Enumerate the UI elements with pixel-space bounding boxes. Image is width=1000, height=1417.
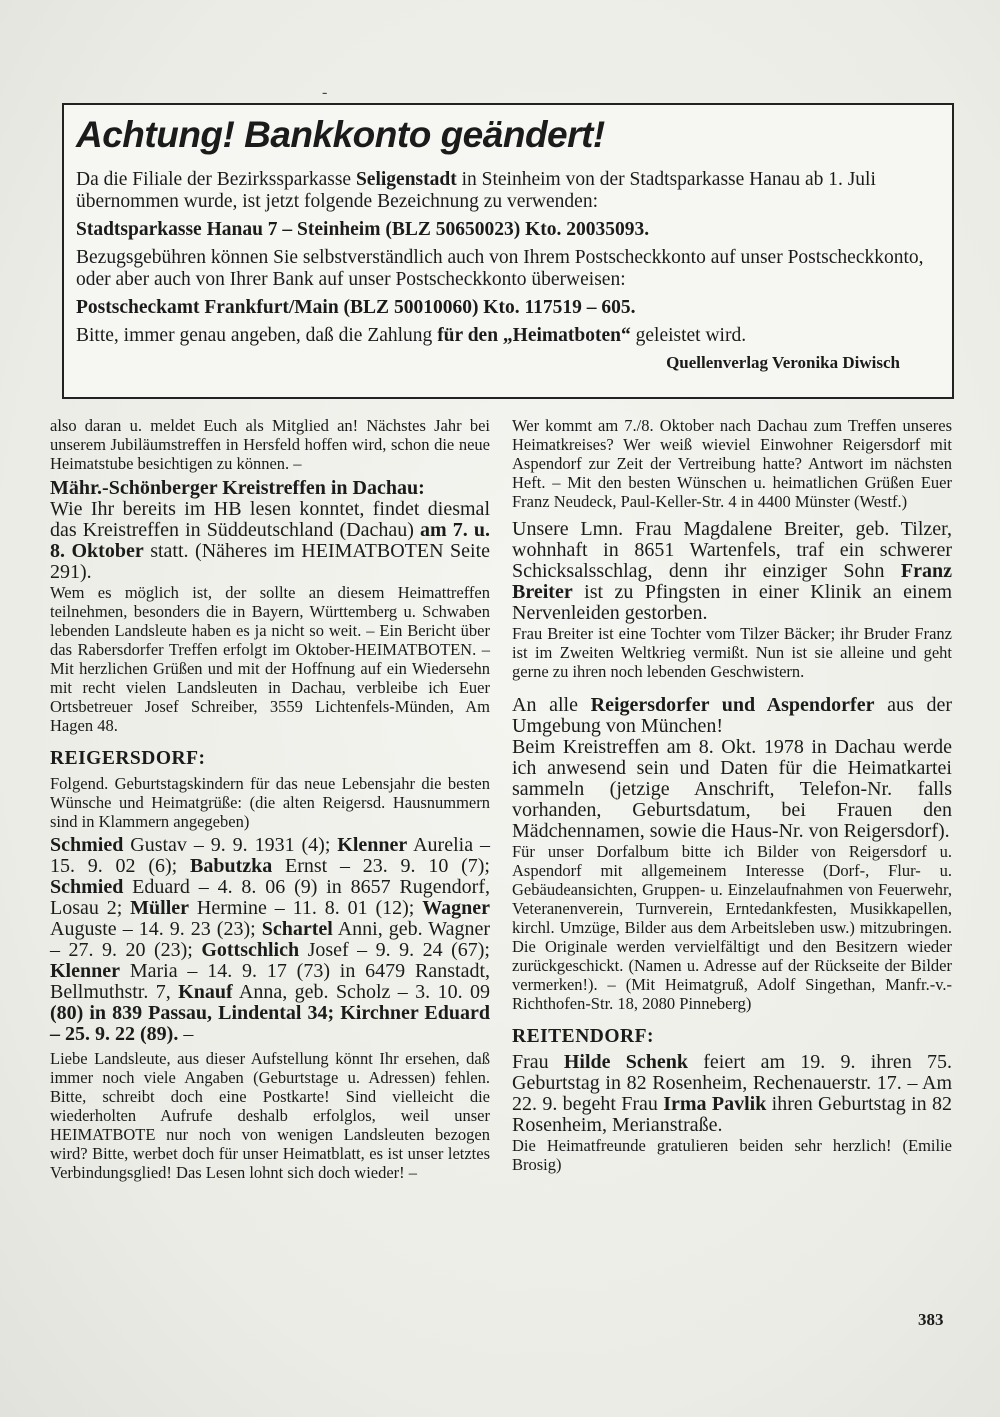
birthday-list: Schmied Gustav – 9. 9. 1931 (4); Klenner Aurelia – 15. 9. 02 (6); Babutzka Ernst – 23. 9. 10 (7); Schmied Eduard – 4. 8. 06 (9) in 8657 Rugendorf, Losau 2; Müller Hermine – 11. 8. 01 (12); Wagner Auguste – 14. 9. 23 (23); Schartel Anni, geb. Wagner – 27. 9. 20 (23); Gottschlich Josef – 9. 9. 24 (67); Klenner Maria – 14. 9. 17 (73) in 6479 Ranstadt, Bellmuthstr. 7, Knauf Anna, geb. Scholz – 3. 10. 09 (80) in 839 Passau, Lindental 34; Kirchner Eduard – 25. 9. 22 (89). – xyxy=(50,834,490,1045)
notice-paragraph-3: Bitte, immer genau angeben, daß die Zahlung für den „Heimatboten“ geleistet wird. xyxy=(76,325,747,346)
notice-paragraph-2: Bezugsgebühren können Sie selbstverständlich auch von Ihrem Postscheckkonto auf unser Postscheckkonto, oder aber auch von Ihrer Bank auf unser Postscheckkonto überweisen: xyxy=(76,247,924,290)
reitendorf-greeting: Die Heimatfreunde gratulieren beiden sehr herzlich! (Emilie Brosig) xyxy=(512,1136,952,1174)
birthday-intro: Folgend. Geburtstagskindern für das neue Lebensjahr die besten Wünsche und Heimatgrüße: (die alten Reigersd. Hausnummern sind in Klammern angegeben) xyxy=(50,774,490,831)
notice-paragraph-1: Da die Filiale der Bezirkssparkasse Seligenstadt in Steinheim von der Stadtsparkasse Hanau ab 1. Juli übernommen wurde, ist jetzt folgende Bezeichnung zu verwenden: xyxy=(76,169,876,212)
dorfalbum-request: Für unser Dorfalbum bitte ich Bilder von Reigersdorf u. Aspendorf mit allgemeinem Interesse (Dorf-, Flur- u. Gebäudeansichten, Gruppen- u. Einzelaufnahmen von Feuerwehr, Veteranenverein, Turnverein, Erntedankfesten, Musikkapellen, kirchl. Umzüge, Bilder aus dem Arbeitsleben usw.) mitzubringen. Die Originale werden vervielfältigt und den Besitzern wieder zurückgeschickt. (Namen u. Adresse auf der Rückseite der Bilder vermerken!). – (Mit Heimatgruß, Adolf Singethan, Manfr.-v.-Richthofen-Str. 18, 2080 Pinneberg) xyxy=(512,842,952,1013)
notice-title: Achtung! Bankkonto geändert! xyxy=(76,114,605,155)
reitendorf-heading: REITENDORF: xyxy=(512,1026,655,1047)
appeal-body: Beim Kreistreffen am 8. Okt. 1978 in Dachau werde ich anwesend sein und Daten für die Heimatkartei sammeln (jetzige Anschrift, Telefon-Nr. falls vorhanden, Geburtsdatum, bei Frauen den Mädchennamen, sowie die Haus-Nr. von Reigersdorf). xyxy=(512,736,952,842)
reitendorf-birthdays: Frau Hilde Schenk feiert am 19. 9. ihren 75. Geburtstag in 82 Rosenheim, Rechenauerstr. 17. – Am 22. 9. begeht Frau Irma Pavlik ihren Geburtstag in 82 Rosenheim, Merianstraße. xyxy=(512,1051,952,1136)
notice-signature: Quellenverlag Veronika Diwisch xyxy=(666,353,900,372)
header-mark: - xyxy=(322,84,328,101)
breiter-notice: Unsere Lmn. Frau Magdalene Breiter, geb. Tilzer, wohnhaft in 8651 Wartenfels, traf ein schwerer Schicksalsschlag, denn ihr einziger Sohn Franz Breiter ist zu Pfingsten in einer Klinik an einem Nervenleiden gestorben. xyxy=(512,518,952,624)
left-intro: also daran u. meldet Euch als Mitglied an! Nächstes Jahr bei unserem Jubiläumstreffen in Hersfeld hoffen wird, schon die neue Heimatstube besichtigen zu können. – xyxy=(50,416,490,473)
kreistreffen-heading: Mähr.-Schönberger Kreistreffen in Dachau: xyxy=(50,477,425,499)
page-number: 383 xyxy=(918,1310,944,1329)
appeal-heading: An alle Reigersdorfer und Aspendorfer aus der Umgebung von München! xyxy=(512,694,952,737)
notice-postcheck-line: Postscheckamt Frankfurt/Main (BLZ 50010060) Kto. 117519 – 605. xyxy=(76,297,636,318)
left-column xyxy=(50,416,490,1182)
closing-appeal: Liebe Landsleute, aus dieser Aufstellung könnt Ihr ersehen, daß immer noch viele Angaben (Geburtstage u. Adressen) fehlen. Bitte, schreibt doch eine Postkarte! Sind vielleicht die wiederholten Aufrufe deshalb erfolglos, weil unser HEIMATBOTE nur noch von wenigen Landsleuten bezogen wird? Bitte, werbet doch für unser Heimatblatt, es ist unser letztes Verbindungsglied! Das Lesen lohnt sich doch wieder! – xyxy=(50,1049,490,1182)
right-column xyxy=(512,416,952,1174)
right-intro: Wer kommt am 7./8. Oktober nach Dachau zum Treffen unseres Heimatkreises? Wer weiß wieviel Einwohner Reigersdorf mit Aspendorf zur Zeit der Vertreibung hatte? Antwort im nächsten Heft. – Mit den besten Wünschen u. heimatlichen Grüßen Euer Franz Neudeck, Paul-Keller-Str. 4 in 4400 Münster (Westf.) xyxy=(512,416,952,511)
kreistreffen-announcement: Wie Ihr bereits im HB lesen konntet, findet diesmal das Kreistreffen in Süddeutschland (Dachau) am 7. u. 8. Oktober statt. (Näheres im HEIMATBOTEN Seite 291). xyxy=(50,498,490,583)
notice-bank-line: Stadtsparkasse Hanau 7 – Steinheim (BLZ 50650023) Kto. 20035093. xyxy=(76,219,650,240)
kreistreffen-body: Wem es möglich ist, der sollte an diesem Heimattreffen teilnehmen, besonders die in Bayern, Württemberg u. Schwaben lebenden Landsleute haben es ja nicht so weit. – Ein Bericht über das Rabersdorfer Treffen erfolgt im Oktober-HEIMATBOTEN. – Mit herzlichen Grüßen und mit der Hoffnung auf ein Wiedersehn mit recht vielen Landsleuten in Dachau, verbleibe ich Euer Ortsbetreuer Josef Schreiber, 3559 Lichtenfels-Münden, Am Hagen 48. xyxy=(50,583,490,735)
bank-notice-box xyxy=(62,103,954,399)
reigersdorf-heading: REIGERSDORF: xyxy=(50,748,206,769)
breiter-details: Frau Breiter ist eine Tochter vom Tilzer Bäcker; ihr Bruder Franz ist im Zweiten Weltkrieg vermißt. Nun ist sie alleine und geht gerne zu ihren noch lebenden Geschwistern. xyxy=(512,624,952,681)
